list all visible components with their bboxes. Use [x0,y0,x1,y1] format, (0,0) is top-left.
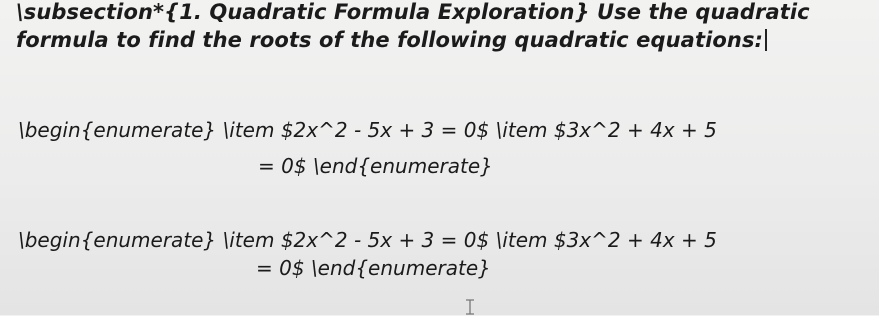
enumerate-block-1-line-2: = 0$ \end{enumerate} [258,154,493,178]
section-heading[interactable] [16,0,866,54]
heading-text: \subsection*{1. Quadratic Formula Exploration} Use the quadratic formula to find the roots of the following quadratic equations: [16,0,810,52]
i-beam-cursor-icon [464,298,476,316]
text-caret [765,29,767,51]
enumerate-block-2-line-2: = 0$ \end{enumerate} [256,256,491,280]
enumerate-block-2-line-1: \begin{enumerate} \item $2x^2 - 5x + 3 = 0$ \item $3x^2 + 4x + 5 [18,228,717,252]
enumerate-block-1-line-1: \begin{enumerate} \item $2x^2 - 5x + 3 = 0$ \item $3x^2 + 4x + 5 [18,118,717,142]
